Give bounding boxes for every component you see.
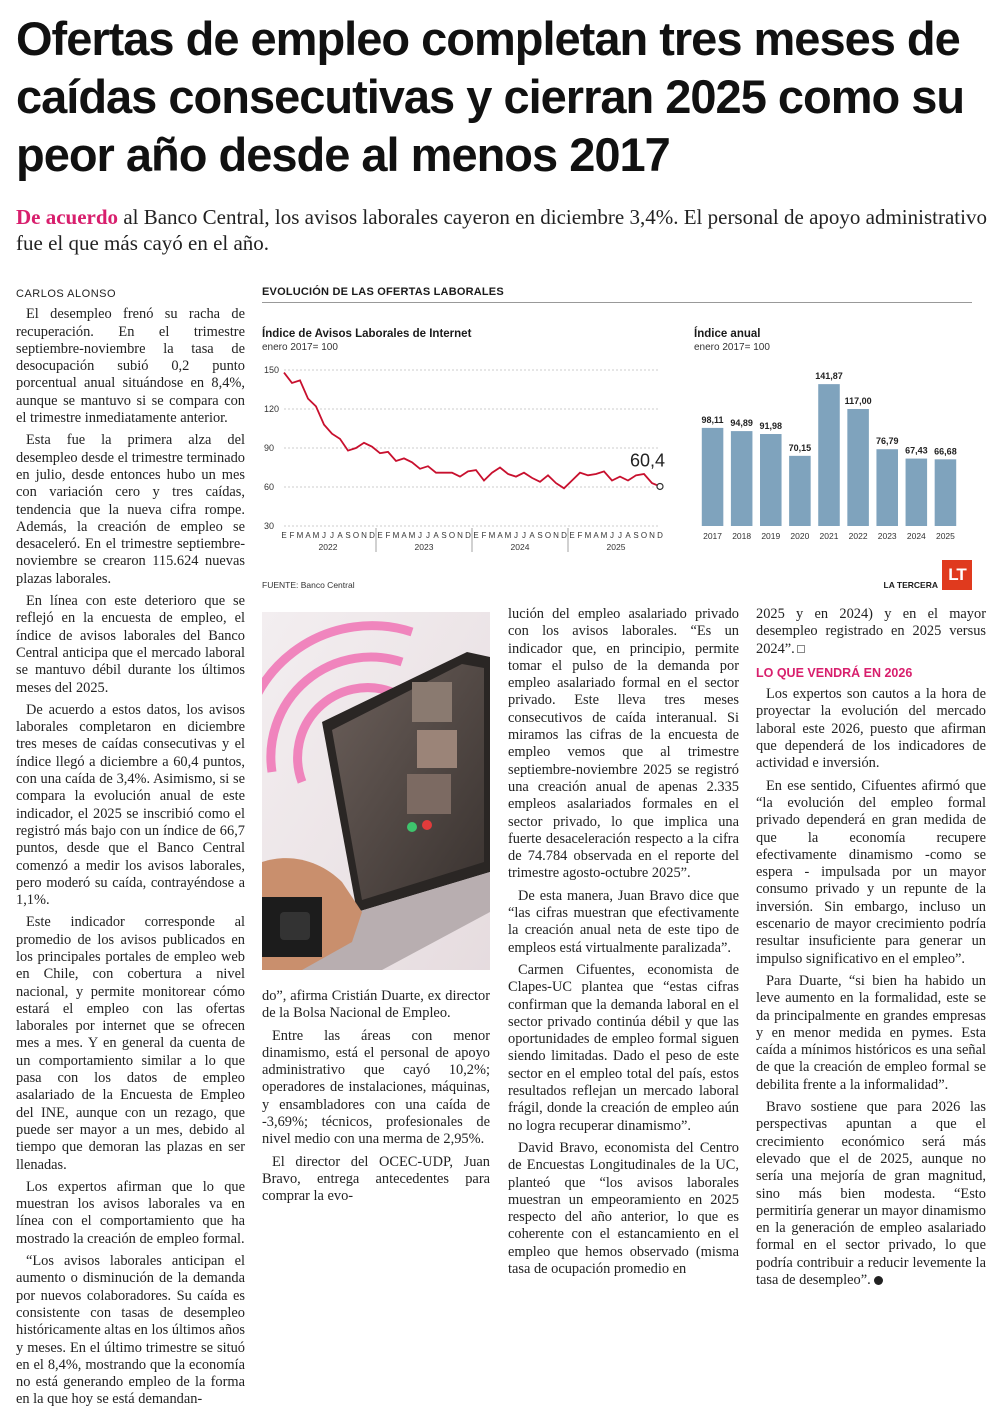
bar-category-label: 2019 <box>761 531 781 541</box>
bar-value-label: 117,00 <box>844 396 872 406</box>
column-1 <box>16 286 245 1414</box>
col2-paragraph: El director del OCEC-UDP, Juan Bravo, entrega antecedentes para comprar la evo- <box>262 1153 490 1205</box>
col2-paragraph: do”, afirma Cristián Duarte, ex director de la Bolsa Nacional de Empleo. <box>262 988 490 1022</box>
col3-paragraph: lución del empleo asalariado privado con los avisos laborales. “Es un indicador que, en principio, permite tomar el pulso de la demanda por empleo asalariado formal en el sector privado. Este lleva tres meses consecutivos de caída interanual. Si miramos las cifras de la encuesta de empleo vemos que al trimestre septiembre-noviembre 2025 se registró una creación anual de apenas 2.335 empleos asalariados formales en el sector privado, lo que implica una fuerte desaceleración respecto a la cifra de 74.784 observada en el reporte del trimestre agosto-octubre 2025”. <box>508 606 739 882</box>
col1-paragraph: Los expertos afirman que lo que muestran los avisos laborales va en línea con el comportamiento que ha mostrado la creación de empleo formal. <box>16 1178 245 1247</box>
bar-value-label: 66,68 <box>934 446 957 457</box>
year-label: 2022 <box>318 542 338 552</box>
col4-paragraph: Para Duarte, “si bien ha habido un leve aumento en la formalidad, este se da principalmente en grandes empresas y en menor medida en pymes. Esta caída a mínimos históricos es una señal de que la creación de empleo formal se debilita frente a la informalidad”. <box>756 972 986 1093</box>
x-tick-label: F <box>385 531 391 540</box>
x-tick-label: S <box>633 531 639 540</box>
x-tick-label: S <box>345 531 351 540</box>
y-tick-label: 120 <box>264 404 280 414</box>
x-tick-label: A <box>433 531 439 540</box>
x-tick-label: F <box>289 531 295 540</box>
bar <box>789 456 811 526</box>
x-tick-label: O <box>544 531 552 540</box>
line-chart-subtitle: enero 2017= 100 <box>262 342 338 353</box>
x-tick-label: A <box>625 531 631 540</box>
bar <box>935 459 957 526</box>
infographic-brand: LA TERCERA <box>883 580 938 590</box>
bar-category-label: 2021 <box>819 531 839 541</box>
x-tick-label: O <box>352 531 360 540</box>
line-chart <box>262 360 672 560</box>
section-subhead: LO QUE VENDRÁ EN 2026 <box>756 665 913 680</box>
x-tick-label: J <box>610 531 614 540</box>
bar-value-label: 67,43 <box>905 445 928 456</box>
x-tick-label: A <box>401 531 407 540</box>
la-tercera-logo: LT <box>942 560 972 590</box>
column-3 <box>508 606 739 1283</box>
x-tick-label: D <box>465 531 471 540</box>
lede-kicker: De acuerdo <box>16 205 119 229</box>
end-square-icon <box>797 645 805 653</box>
x-tick-label: D <box>657 531 663 540</box>
col4-paragraph: En ese sentido, Cifuentes afirmó que “la evolución del empleo formal privado dependerá en gran medida de que la economía recupere efectivamente dinamismo -como se espera - impulsada por un mayor consumo privado y un repunte de la inversión. Sin embargo, incluso un escenario de mayor crecimiento podría resultar insuficiente para generar un impulso significativo en el empleo”. <box>756 777 986 967</box>
x-tick-label: O <box>448 531 456 540</box>
photo-laptop-video-call <box>262 612 490 970</box>
x-tick-label: J <box>322 531 326 540</box>
bar-value-label: 91,98 <box>759 421 783 432</box>
x-tick-label: A <box>497 531 503 540</box>
bar <box>731 431 753 526</box>
x-tick-label: N <box>649 531 655 540</box>
x-tick-label: A <box>593 531 599 540</box>
x-tick-label: D <box>561 531 567 540</box>
x-tick-label: E <box>473 531 479 540</box>
bar <box>876 449 898 526</box>
bar-category-label: 2023 <box>877 531 897 541</box>
x-tick-label: M <box>312 531 320 540</box>
y-tick-label: 90 <box>264 443 275 453</box>
x-tick-label: M <box>504 531 512 540</box>
x-tick-label: J <box>426 531 430 540</box>
bar-value-label: 70,15 <box>788 442 812 453</box>
x-tick-label: E <box>281 531 287 540</box>
x-tick-label: E <box>377 531 383 540</box>
laptop-illustration <box>262 612 490 970</box>
headline: Ofertas de empleo completan tres meses de caídas consecutivas y cierran 2025 como su peor año desde al menos 2017 <box>16 12 965 181</box>
bar <box>818 384 840 526</box>
col4-paragraph <box>756 1099 986 1289</box>
x-tick-label: E <box>569 531 575 540</box>
lede-text: al Banco Central, los avisos laborales cayeron en diciembre 3,4%. El personal de apoyo administrativo fue el que más cayó en el año. <box>16 205 987 255</box>
bar-value-label: 98,11 <box>701 414 724 425</box>
bar <box>847 409 869 526</box>
col2-paragraph: Entre las áreas con menor dinamismo, está el personal de apoyo administrativo que cayó 10,2%; operadores de instalaciones, máquinas, y ensambladores con una caída de -3,69%; técnicos, profesionales de nivel medio con una merma de 2,95%. <box>262 1027 490 1148</box>
end-point <box>657 483 663 489</box>
bar <box>702 428 724 526</box>
col3-paragraph: Carmen Cifuentes, economista de Clapes-UC plantea que “estas cifras confirman que la demanda laboral en el sector privado continúa débil y que las oportunidades de empleo formal siguen siendo limitadas. Dado el peso de este sector en el empleo total del país, estos resultados reflejan un mercado laboral frágil, donde la creación de empleo aún no logra recuperar dinamismo”. <box>508 961 739 1134</box>
x-tick-label: F <box>577 531 583 540</box>
column-4 <box>756 606 986 1294</box>
y-tick-label: 60 <box>264 482 275 492</box>
col3-paragraph: David Bravo, economista del Centro de Encuestas Longitudinales de la UC, planteó que “los avisos laborales muestran un empeoramiento en 2025 respecto del año anterior, lo que es coherente con el estancamiento en el empleo que hemos observado (misma tasa de ocupación promedio en <box>508 1139 739 1277</box>
infographic-title: EVOLUCIÓN DE LAS OFERTAS LABORALES <box>262 286 504 298</box>
col4-p5-text: Bravo sostiene que para 2026 las perspectivas apuntan a que el crecimiento económico será más elevado que el de 2025, aunque no sería una mejoría de gran magnitud, sino más bien modesta. “Esto permitiría generar un mayor dinamismo en la generación de empleo asalariado formal en el sector privado, lo que podría contribuir a reducir levemente la tasa de desempleo”. <box>756 1099 986 1288</box>
bar-category-label: 2018 <box>732 531 752 541</box>
y-tick-label: 150 <box>264 365 280 375</box>
x-tick-label: S <box>441 531 447 540</box>
x-tick-label: F <box>481 531 487 540</box>
bar-chart-title: Índice anual <box>694 328 761 340</box>
byline: CARLOS ALONSO <box>16 288 117 300</box>
end-value-label: 60,4 <box>630 450 666 471</box>
bar <box>906 459 928 526</box>
x-tick-label: J <box>522 531 526 540</box>
x-tick-label: J <box>418 531 422 540</box>
bar-category-label: 2024 <box>906 531 926 541</box>
bar-value-label: 94,89 <box>730 418 753 429</box>
col1-paragraph: Esta fue la primera alza del desempleo desde el trimestre terminado en julio, desde entonces hubo un mes con variación cero y tres caídas, tendencia que la nueva cifra rompe. Además, la creación de empleo se desaceleró. En el trimestre septiembre-noviembre se crearon 115.624 nuevas plazas laborales. <box>16 432 245 587</box>
x-tick-label: M <box>408 531 416 540</box>
x-tick-label: A <box>337 531 343 540</box>
infographic-source: FUENTE: Banco Central <box>262 580 355 590</box>
col1-paragraph: De acuerdo a estos datos, los avisos laborales completaron en diciembre tres meses de caídas consecutivas y el índice llegó a diciembre a 60,4 puntos, con una caída de 3,4%. Asimismo, si se compara la evolución anual de este indicador, el 2025 se inscribió como el registró más bajo con un índice de 66,7 puntos, desde que el Banco Central comenzó a medir los avisos laborales, pero moderó su caída, contrayéndose a 1,1%. <box>16 701 245 909</box>
x-tick-label: A <box>529 531 535 540</box>
col1-paragraph: “Los avisos laborales anticipan el aumento o disminución de la demanda por nuevos colaboradores. Su caída es consistente con tasas de desempleo históricamente altas en los últimos años y meses. En el último trimestre se situó en el 8,4%, mostrando que la economía no está generando empleo de la forma en la que hoy se está demandan- <box>16 1253 246 1408</box>
col4-paragraph: Los expertos son cautos a la hora de proyectar la evolución del mercado laboral este 2026, puesto que afirman que dependerá de los indicadores de actividad e inversión. <box>756 686 986 772</box>
bar <box>760 434 782 526</box>
x-tick-label: O <box>640 531 648 540</box>
x-tick-label: N <box>457 531 463 540</box>
x-tick-label: N <box>361 531 367 540</box>
end-of-article-icon <box>874 1276 883 1285</box>
year-label: 2024 <box>510 542 530 552</box>
col1-paragraph: En línea con este deterioro que se reflejó en la encuesta de empleo, el índice de avisos laborales del Banco Central anticipa que el mercado laboral se mantuvo débil durante los últimos meses del 2025. <box>16 593 245 696</box>
x-tick-label: M <box>296 531 304 540</box>
bar-value-label: 76,79 <box>875 436 899 447</box>
series-line <box>284 373 660 489</box>
col1-paragraph: El desempleo frenó su racha de recuperación. En el trimestre septiembre-noviembre la tasa de desocupación subió 0,2 punto porcentual anual situándose en 8,4%, aunque se mantuvo si se compara con el trimestre inmediatamente anterior. <box>16 306 245 427</box>
col3-paragraph: De esta manera, Juan Bravo dice que “las cifras muestran que efectivamente la creación anual neta de este tipo de empleos está virtualmente paralizada”. <box>508 887 739 956</box>
col1-paragraph: Este indicador corresponde al promedio de los avisos publicados en los principales portales de empleo web en Chile, con cobertura a nivel nacional, y permite monitorear cómo estará el empleo con las ofertas laborales por internet que se ofrecen mes a mes. Y en general da cuenta de un comportamiento similar a lo que pasa con los datos de empleo asalariado de la Encuesta de Empleo del INE, aunque con un rezago, que puede ser mayor a un mes, debido al tiempo que demoran las plazas en ser llenadas. <box>16 914 245 1173</box>
col4-paragraph <box>756 606 986 658</box>
x-tick-label: D <box>369 531 375 540</box>
col4-p1-text: 2025 y en 2024) y en el mayor desempleo registrado en 2025 versus 2024”. <box>756 606 986 657</box>
x-tick-label: M <box>392 531 400 540</box>
bar-category-label: 2025 <box>935 531 955 541</box>
column-2 <box>262 988 490 1211</box>
bar-category-label: 2017 <box>703 531 723 541</box>
line-chart-title: Índice de Avisos Laborales de Internet <box>262 328 472 340</box>
year-label: 2025 <box>606 542 626 552</box>
y-tick-label: 30 <box>264 521 275 531</box>
x-tick-label: J <box>514 531 518 540</box>
x-tick-label: M <box>600 531 608 540</box>
lede <box>16 204 991 256</box>
bar-category-label: 2020 <box>790 531 810 541</box>
x-tick-label: S <box>537 531 543 540</box>
x-tick-label: J <box>618 531 622 540</box>
x-tick-label: A <box>305 531 311 540</box>
bar-value-label: 141,87 <box>815 371 843 382</box>
bar-chart <box>694 360 964 560</box>
x-tick-label: M <box>488 531 496 540</box>
x-tick-label: J <box>330 531 334 540</box>
infographic <box>262 282 972 597</box>
infographic-rule <box>262 302 972 303</box>
x-tick-label: M <box>584 531 592 540</box>
bar-chart-subtitle: enero 2017= 100 <box>694 342 770 353</box>
year-label: 2023 <box>414 542 434 552</box>
bar-category-label: 2022 <box>848 531 868 541</box>
x-tick-label: N <box>553 531 559 540</box>
